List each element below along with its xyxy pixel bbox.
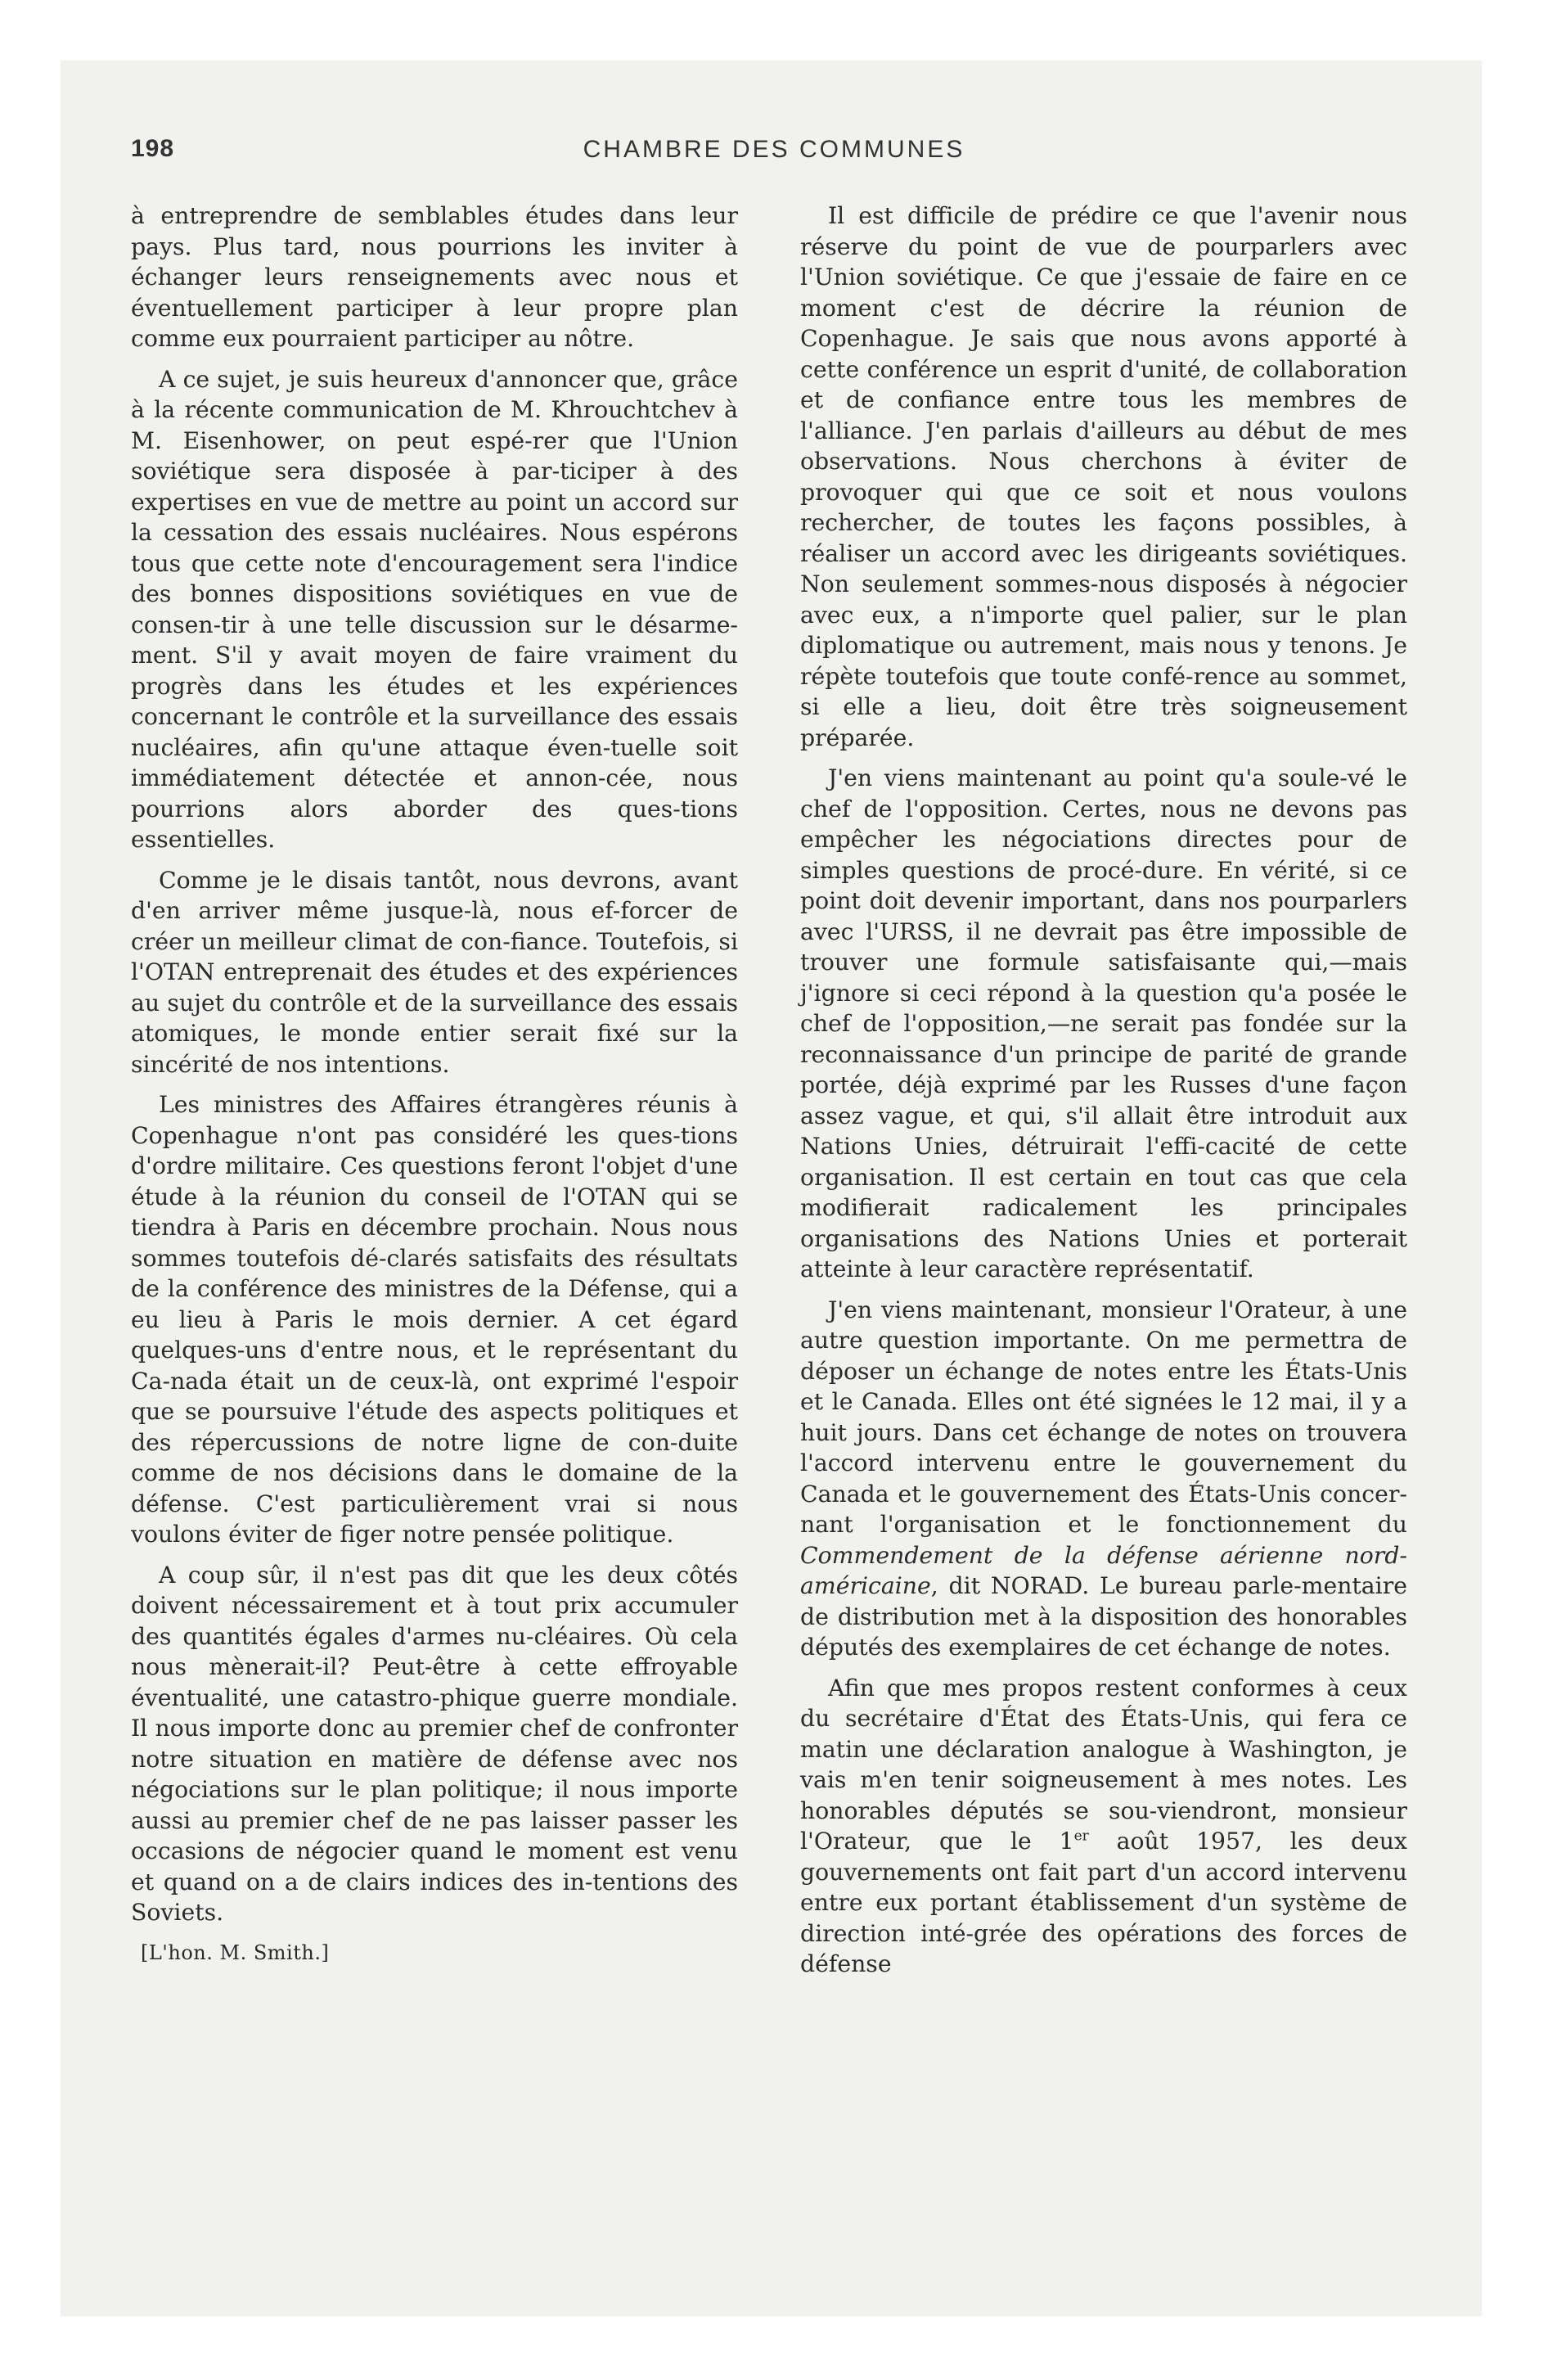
italic-title: Commendement de la défense aérienne nord-américaine — [800, 1541, 1407, 1599]
text-run: , dit NORAD. Le bureau parle-mentaire de distribution met à la disposition des honorables députés des exemplaires de cet échange de notes. — [800, 1572, 1407, 1661]
speaker-attribution: [L'hon. M. Smith.] — [141, 1941, 330, 1964]
ordinal-superscript: er — [1073, 1828, 1089, 1845]
paragraph: à entreprendre de semblables études dans leur pays. Plus tard, nous pourrions les inviter à échanger leurs renseignements avec nous et éventuellement participer à leur propre plan comme eux pourraient participer au nôtre. — [131, 202, 738, 352]
paragraph: J'en viens maintenant au point qu'a soule-vé le chef de l'opposition. Certes, nous ne devons pas empêcher les négociations directes pour de simples questions de procé-dure. En vérité, si ce point doit devenir important, dans nos pourparlers avec l'URSS, il ne devrait pas être impossible de trouver une formule satisfaisante qui,—mais j'ignore si ceci répond à la question qu'a posée le chef de l'opposition,—ne serait pas fondée sur la reconnaissance d'un principe de parité de grande portée, déjà exprimé par les Russes d'une façon assez vague, et qui, s'il allait être introduit aux Nations Unies, détruirait l'effi-cacité de cette organisation. Il est certain en tout cas que cela modifierait radicalement les principales organisations des Nations Unies et porterait atteinte à leur caractère représentatif. — [800, 764, 1407, 1282]
text-run: Afin que mes propos restent conformes à ceux du secrétaire d'État des États-Unis, qui fera ce matin une déclaration analogue à Washington, je vais m'en tenir soigneusement à mes notes. Les honorables députés se sou-viendront, monsieur l'Orateur, que le 1 — [800, 1674, 1407, 1855]
text-run: août 1957, les deux gouvernements ont fait part d'un accord intervenu entre eux portant établissement d'un système de direction inté-grée des opérations des forces de défense — [800, 1828, 1407, 1977]
paragraph: A ce sujet, je suis heureux d'annoncer que, grâce à la récente communication de M. Khrouchtchev à M. Eisenhower, on peut espé-rer que l'Union soviétique sera disposée à par-ticiper à des expertises en vue de mettre au point un accord sur la cessation des essais nucléaires. Nous espérons tous que cette note d'encouragement sera l'indice des bonnes dispositions soviétiques en vue de consen-tir à une telle discussion sur le désarme-ment. S'il y avait moyen de faire vraiment du progrès dans les études et les expériences concernant le contrôle et la surveillance des essais nucléaires, afin qu'une attaque éven-tuelle soit immédiatement détectée et annon-cée, nous pourrions alors aborder des ques-tions essentielles. — [131, 365, 738, 853]
text-run: J'en viens maintenant, monsieur l'Orateur, à une autre question importante. On me permettra de déposer un échange de notes entre les États-Unis et le Canada. Elles ont été signées le 12 mai, il y a huit jours. Dans cet échange de notes on trouvera l'accord intervenu entre le gouvernement du Canada et le gouvernement des États-Unis concer-nant l'organisation et le fonctionnement du — [800, 1296, 1407, 1538]
left-column — [131, 201, 738, 1968]
paragraph: Comme je le disais tantôt, nous devrons, avant d'en arriver même jusque-là, nous ef-forcer de créer un meilleur climat de con-fiance. Toutefois, si l'OTAN entreprenait des études et des expériences au sujet du contrôle et de la surveillance des essais atomiques, le monde entier serait fixé sur la sincérité de nos intentions. — [131, 866, 738, 1078]
paragraph: Il est difficile de prédire ce que l'avenir nous réserve du point de vue de pourparlers avec l'Union soviétique. Ce que j'essaie de faire en ce moment c'est de décrire la réunion de Copenhague. Je sais que nous avons apporté à cette conférence un esprit d'unité, de collaboration et de confiance entre tous les membres de l'alliance. J'en parlais d'ailleurs au début de mes observations. Nous cherchons à éviter de provoquer qui que ce soit et nous voulons rechercher, de toutes les façons possibles, à réaliser un accord avec les dirigeants soviétiques. Non seulement sommes-nous disposés à négocier avec eux, a n'importe quel palier, sur le plan diplomatique ou autrement, mais nous y tenons. Je répète toutefois que toute confé-rence au sommet, si elle a lieu, doit être très soigneusement préparée. — [800, 202, 1407, 751]
paragraph — [800, 1295, 1407, 1663]
paragraph: A coup sûr, il n'est pas dit que les deux côtés doivent nécessairement et à tout prix accumuler des quantités égales d'armes nu-cléaires. Où cela nous mènerait-il? Peut-être à cette effroyable éventualité, une catastro-phique guerre mondiale. Il nous importe donc au premier chef de confronter notre situation en matière de défense avec nos négociations sur le plan politique; il nous importe aussi au premier chef de ne pas laisser passer les occasions de négocier quand le moment est venu et quand on a de clairs indices des in-tentions des Soviets. — [131, 1561, 738, 1926]
paragraph: Les ministres des Affaires étrangères réunis à Copenhague n'ont pas considéré les ques-tions d'ordre militaire. Ces questions feront l'objet d'une étude à la réunion du conseil de l'OTAN qui se tiendra à Paris en décembre prochain. Nous nous sommes toutefois dé-clarés satisfaits des résultats de la conférence des ministres de la Défense, qui a eu lieu à Paris le mois dernier. A cet égard quelques-uns d'entre nous, et le représentant du Ca-nada était un de ceux-là, ont exprimé l'espoir que se poursuive l'étude des aspects politiques et des répercussions de notre ligne de con-duite comme de nos décisions dans le domaine de la défense. C'est particulièrement vrai si nous voulons éviter de figer notre pensée politique. — [131, 1091, 738, 1548]
running-title: CHAMBRE DES COMMUNES — [583, 136, 965, 163]
page-number: 198 — [131, 135, 175, 162]
right-column — [800, 201, 1407, 1990]
paragraph — [800, 1673, 1407, 1980]
